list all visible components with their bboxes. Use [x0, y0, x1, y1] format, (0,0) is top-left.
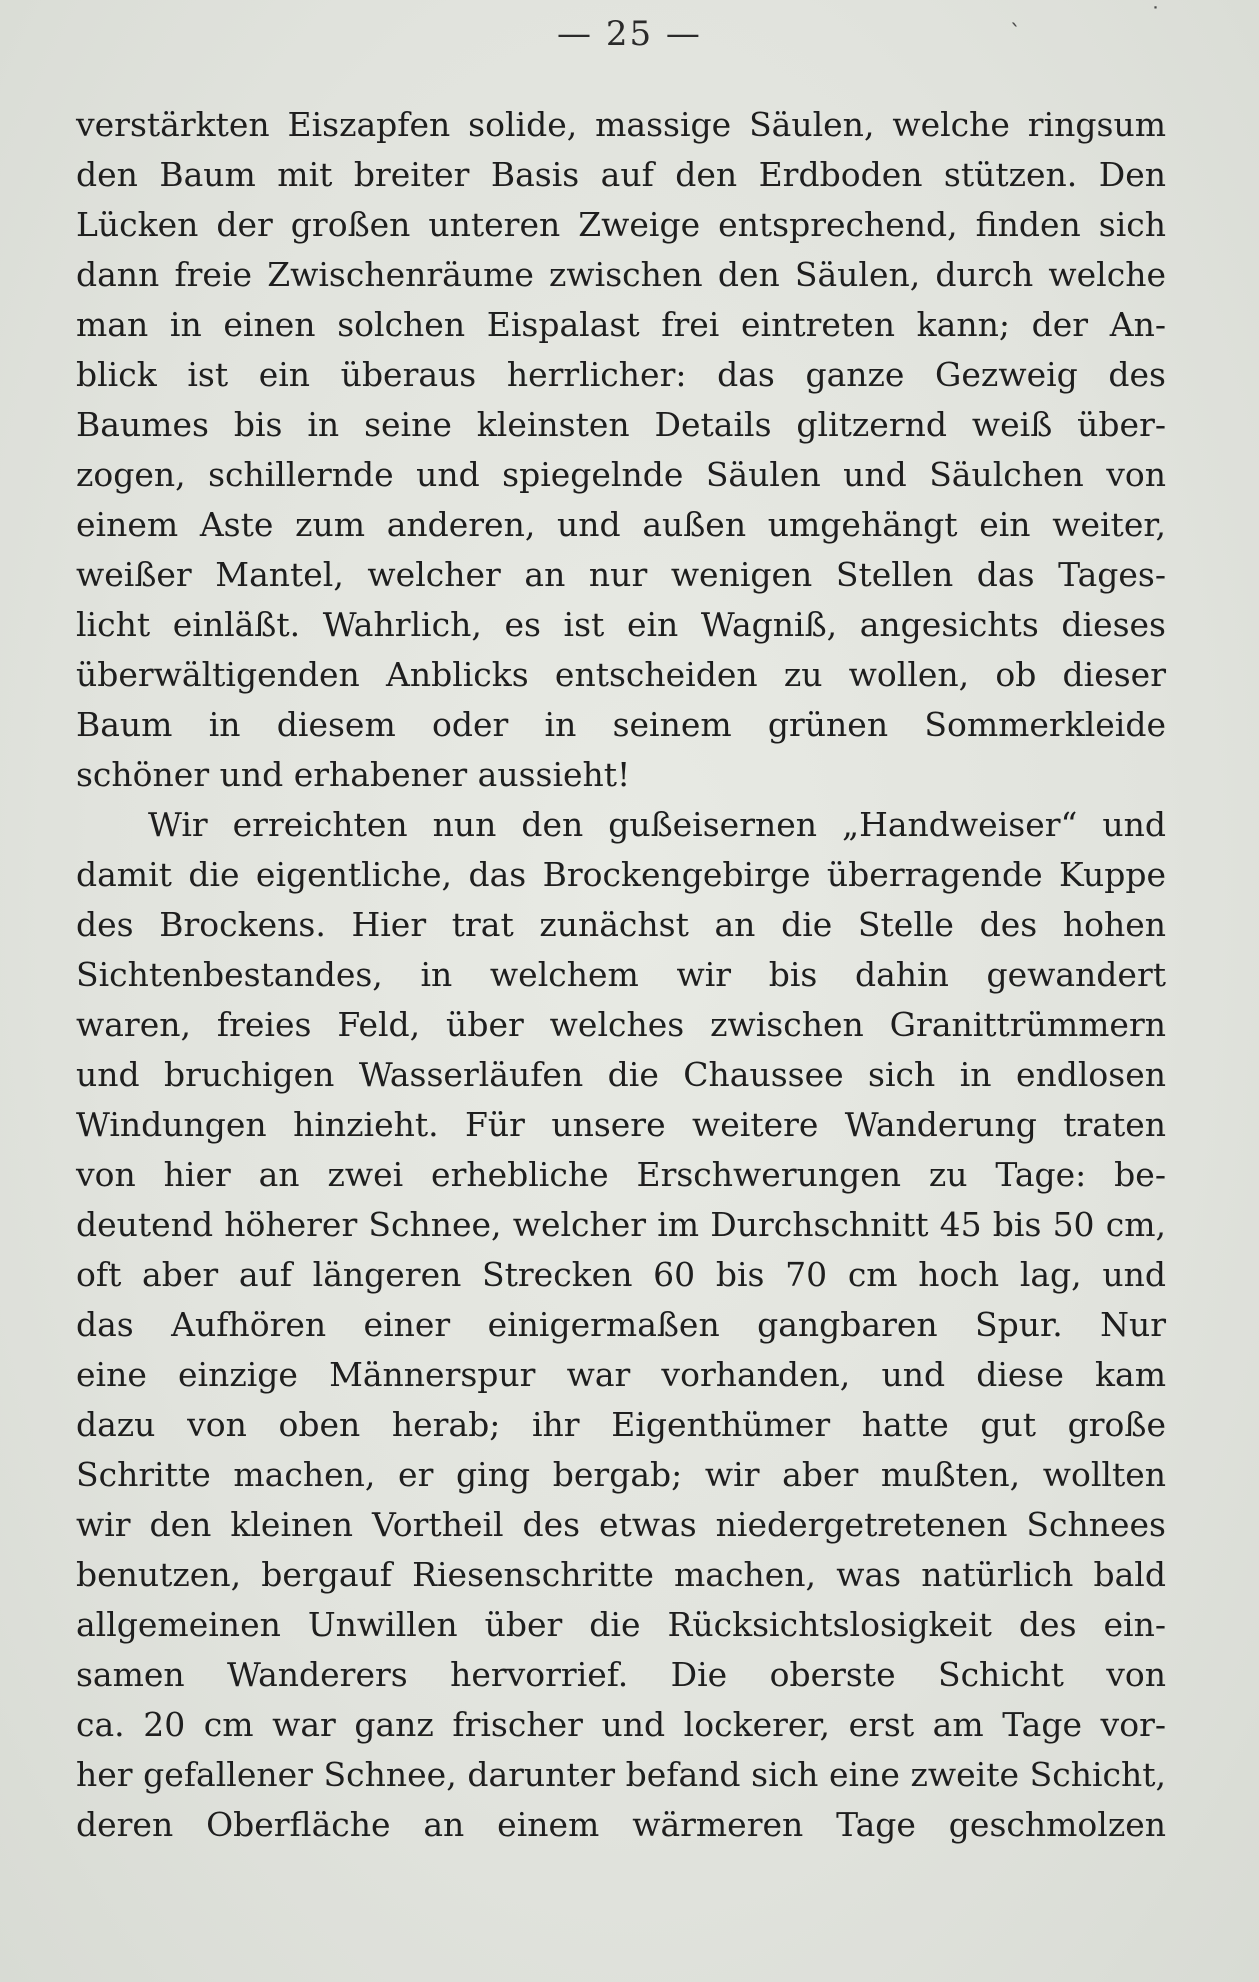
text-line: her gefallener Schnee, darunter befand sich eine zweite Schicht,: [76, 1755, 1166, 1794]
text-line: Baumes bis in seine kleinsten Details glitzernd weiß über-: [76, 405, 1166, 444]
text-line: überwältigenden Anblicks entscheiden zu wollen, ob dieser: [76, 655, 1166, 694]
text-line: dazu von oben herab; ihr Eigenthümer hatte gut große: [76, 1405, 1166, 1444]
text-line: Baum in diesem oder in seinem grünen Sommerkleide: [76, 705, 1166, 744]
text-line: des Brockens. Hier trat zunächst an die Stelle des hohen: [76, 905, 1166, 944]
text-line: oft aber auf längeren Strecken 60 bis 70 cm hoch lag, und: [76, 1255, 1166, 1294]
text-line: man in einen solchen Eispalast frei eintreten kann; der An-: [76, 305, 1166, 344]
text-line: ca. 20 cm war ganz frischer und lockerer, erst am Tage vor-: [76, 1705, 1166, 1744]
text-line: verstärkten Eiszapfen solide, massige Säulen, welche ringsum: [76, 105, 1166, 144]
body-text: [76, 100, 1166, 1850]
text-line: von hier an zwei erhebliche Erschwerungen zu Tage: be-: [76, 1155, 1166, 1194]
corner-speck-mark: ˎ: [1010, 2, 1021, 27]
text-line: einem Aste zum anderen, und außen umgehängt ein weiter,: [76, 505, 1166, 544]
text-line: damit die eigentliche, das Brockengebirge überragende Kuppe: [76, 855, 1166, 894]
text-line: Windungen hinzieht. Für unsere weitere Wanderung traten: [76, 1105, 1166, 1144]
text-line: den Baum mit breiter Basis auf den Erdboden stützen. Den: [76, 155, 1166, 194]
text-line: allgemeinen Unwillen über die Rücksichtslosigkeit des ein-: [76, 1605, 1166, 1644]
corner-speck-mark-2: ˙: [1150, 4, 1161, 29]
text-line: und bruchigen Wasserläufen die Chaussee sich in endlosen: [76, 1055, 1166, 1094]
text-line: benutzen, bergauf Riesenschritte machen, was natürlich bald: [76, 1555, 1166, 1594]
text-line: eine einzige Männerspur war vorhanden, und diese kam: [76, 1355, 1166, 1394]
text-line: Schritte machen, er ging bergab; wir aber mußten, wollten: [76, 1455, 1166, 1494]
text-line: deren Oberfläche an einem wärmeren Tage geschmolzen: [76, 1805, 1166, 1844]
text-line: dann freie Zwischenräume zwischen den Säulen, durch welche: [76, 255, 1166, 294]
text-line: weißer Mantel, welcher an nur wenigen Stellen das Tages-: [76, 555, 1166, 594]
text-line: waren, freies Feld, über welches zwischen Granittrümmern: [76, 1005, 1166, 1044]
text-line: deutend höherer Schnee, welcher im Durchschnitt 45 bis 50 cm,: [76, 1205, 1166, 1244]
paragraph-start-line: Wir erreichten nun den gußeisernen „Handweiser“ und: [148, 805, 1166, 844]
text-line: zogen, schillernde und spiegelnde Säulen und Säulchen von: [76, 455, 1166, 494]
text-line: Sichtenbestandes, in welchem wir bis dahin gewandert: [76, 955, 1166, 994]
text-line: das Aufhören einer einigermaßen gangbaren Spur. Nur: [76, 1305, 1166, 1344]
text-line: Lücken der großen unteren Zweige entsprechend, finden sich: [76, 205, 1166, 244]
text-line: samen Wanderers hervorrief. Die oberste Schicht von: [76, 1655, 1166, 1694]
text-line: wir den kleinen Vortheil des etwas niedergetretenen Schnees: [76, 1505, 1166, 1544]
paragraph-end-line: schöner und erhabener aussieht!: [76, 755, 631, 794]
text-line: licht einläßt. Wahrlich, es ist ein Wagniß, angesichts dieses: [76, 605, 1166, 644]
text-line: blick ist ein überaus herrlicher: das ganze Gezweig des: [76, 355, 1166, 394]
page-number: — 25 —: [557, 14, 702, 54]
